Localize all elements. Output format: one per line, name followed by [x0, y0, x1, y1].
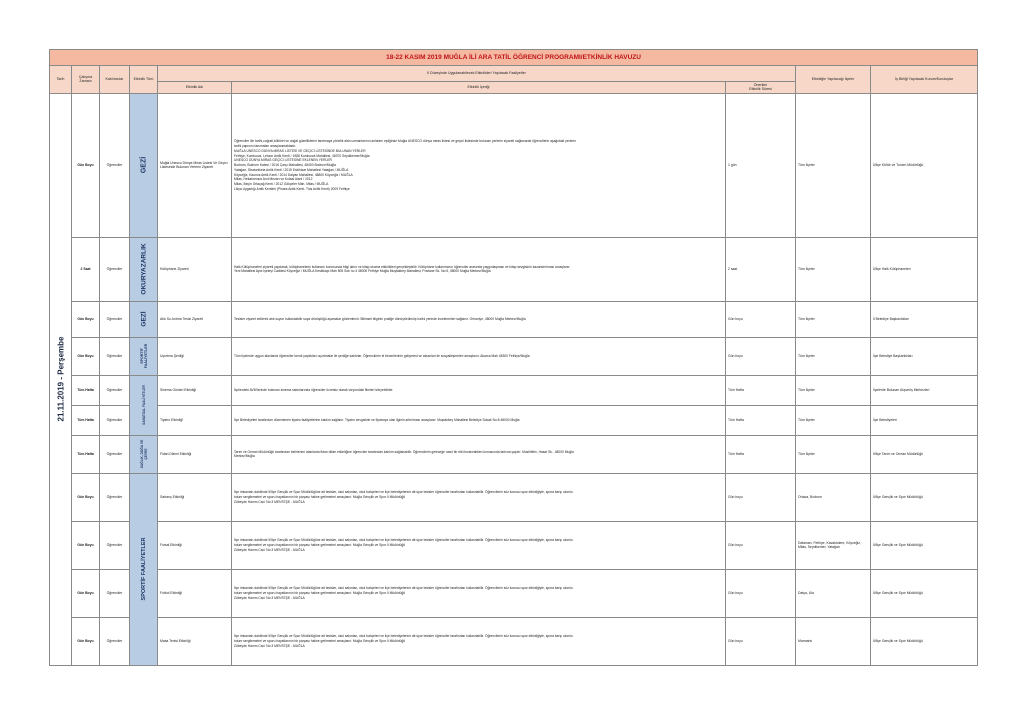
icerik-line: Bodrum, Bodrum Kalesi / 2016 Çarşı Mahallesi, 48400 Bodrum/Muğla [234, 163, 336, 168]
row-katilimci: Öğrenciler [100, 569, 130, 617]
icerik-line: tarihi yapısını tanımaları amaçlanmaktadır. [234, 144, 297, 149]
row-etkinlik-icerigi [232, 617, 726, 665]
table-row [50, 93, 978, 237]
icerik-line: Milas, Hekatomnus Anıt Mezarı ve Kutsal Alanı / 2012 [234, 177, 313, 182]
icerik-line: İlçe imkanları dahilinde İl/İlçe Gençlik ve Spor Müdürlüğüne ait tesisler, okul salonları, okul bahçeleri ve ilçe belediyelerine ait spor tesisler öğrenciler tarafından kullanılabilir. Öğrencilerin söz konusu spor etkinliğiyle, spora karşı olumlu [234, 586, 573, 591]
row-ilceler: Tüm İlçeler [796, 375, 871, 405]
icerik-line: İlçelerdeki AVM'lerinde bulunan sinema salonlarında öğrenciler ücretsiz olarak vizyondaki filmleri izleyebilirler. [234, 388, 394, 393]
header-il-duzeyinde: İl Düzeyinde Uygulanabilecek Etkinlikler/ Yapılacak Faaliyetler [158, 66, 796, 82]
row-etkinlik-icerigi [232, 521, 726, 569]
row-onerilen-sure: 2 saat [726, 237, 796, 301]
icerik-line: Yeni Mahallesi Aydı İşeleşi Caddesi Köyceğiz / MUĞLA Kesikkapı Mah 505 Sok no 4 48000 Fethiye Muğla Muştakbey Mahallesi, Postane Sk. No:5, 48000 Muğla Merkez/Muğla [234, 269, 491, 274]
table-row [50, 473, 978, 521]
row-sorumlu-kurum: İl/İlçe Gençlik ve Spor Müdürlüğü [871, 521, 978, 569]
icerik-line: İlçe imkanları dahilinde İl/İlçe Gençlik ve Spor Müdürlüğüne ait tesisler, okul salonları, okul bahçeleri ve ilçe belediyelerine ait spor tesisler öğrenciler tarafından kullanılabilir. Öğrencilerin söz konusu spor etkinliğiyle, spora karşı olumlu [234, 634, 573, 639]
icerik-line: Zübeyde Hanım Cad. No:3 MENTEŞE - MUĞLA [234, 499, 305, 504]
etkinlik-turu-label: SAĞLIK, DOĞA VE ÇEVRE [139, 440, 148, 469]
row-etkinlik-adi: Futbol Etkinliği [158, 569, 232, 617]
row-zaman: Gün Boyu [72, 301, 100, 337]
etkinlik-turu-cell [130, 301, 158, 337]
row-etkinlik-icerigi [232, 435, 726, 473]
icerik-line: Zübeyde Hanım Cad. No:3 MENTEŞE - MUĞLA [234, 547, 305, 552]
icerik-line: Halk Kütüphaneleri ziyareti yapılarak, kütüphanelerin kullanımı konusunda bilgi alınır ve kitap okuma etkinlikleri gerçekleştirilir. Kütüphane kullanımının öğrenciler arasında yaygınlaşması ve kitap sevgisinin kazandırılması amaçlanır. [234, 264, 571, 269]
table-row [50, 337, 978, 375]
row-etkinlik-adi: Uçurtma Şenliği [158, 337, 232, 375]
row-katilimci: Öğrenciler [100, 521, 130, 569]
row-ilceler: Tüm İlçeler [796, 435, 871, 473]
icerik-line: Tesisler ziyaret edilerek atık suyun kullanılabilir suya dönüştüğü aşamalar gözlemlenir. Bilimsel bilginin pratiğe dönüştürülmüş halini yerinde incelemeleri sağlanır. Orhaniye, 48000 Muğla Merkez/Muğla [234, 317, 526, 322]
row-sorumlu-kurum: İlçe Belediyeleri [871, 405, 978, 435]
row-zaman: Gün Boyu [72, 521, 100, 569]
row-etkinlik-icerigi [232, 237, 726, 301]
header-sorumlular: İş Birliği Yapılacak Kurum/Kuruluşlar [871, 66, 978, 94]
table-row [50, 301, 978, 337]
etkinlik-turu-cell [130, 93, 158, 237]
row-zaman: Tüm Hafta [72, 405, 100, 435]
etkinlik-turu-label: SANATSAL FAALİYETLER [141, 385, 146, 426]
etkinlik-turu-label: SPORTİF FAALİYETLER [140, 537, 147, 601]
row-onerilen-sure: 1 gün [726, 93, 796, 237]
row-sorumlu-kurum: İl/İlçe Gençlik ve Spor Müdürlüğü [871, 617, 978, 665]
row-etkinlik-icerigi [232, 375, 726, 405]
table-row [50, 521, 978, 569]
icerik-line: Merkez/Muğla [234, 454, 255, 459]
row-sorumlu-kurum: İl/İlçe Halk Kütüphaneleri [871, 237, 978, 301]
icerik-line: tutum sergilemeleri ve sporu hayatlarının bir parçası haline getirmeleri amaçlanır. Muğla Gençlik ve Spor İl Müdürlüğü [234, 543, 406, 548]
program-table [49, 49, 978, 666]
table-row [50, 435, 978, 473]
header-calisma-zamani: Çalışma Zamanı [72, 66, 100, 94]
icerik-line: Tüm ilçelerde uygun alanlarda öğrenciler kendi yaptıkları uçurtmalar ile şenliğe katılırlar. Öğrencilerin el becerilerinin gelişmesi ve akranları ile sosyalleşmeleri amaçlanır. Akarca Mah 48300 Fethiye/Muğla [234, 354, 530, 359]
row-sorumlu-kurum: İl/İlçe Gençlik ve Spor Müdürlüğü [871, 569, 978, 617]
row-katilimci: Öğrenciler [100, 405, 130, 435]
row-onerilen-sure: Tüm Hafta [726, 405, 796, 435]
header-onerilen-label: Önerilen [753, 83, 768, 87]
etkinlik-turu-cell [130, 337, 158, 375]
row-ilceler: Marmaris [796, 617, 871, 665]
row-etkinlik-icerigi [232, 473, 726, 521]
icerik-line: Zübeyde Hanım Cad. No:3 MENTEŞE - MUĞLA [234, 643, 305, 648]
header-etkinlik-icerigi: Etkinlik İçeriği [232, 82, 726, 94]
icerik-line: tutum sergilemeleri ve sporu hayatlarının bir parçası haline getirmeleri amaçlanır. Muğla Gençlik ve Spor İl Müdürlüğü [234, 495, 406, 500]
row-ilceler: Tüm İlçeler [796, 301, 871, 337]
icerik-line: MUĞLA UNESCO DÜNYA MİRAS LİSTESİ VE GEÇİCİ LİSTESİNDE BULUNAN YERLER [234, 148, 366, 153]
row-etkinlik-adi: Atık Su Arıtma Tesisi Ziyareti [158, 301, 232, 337]
row-etkinlik-icerigi [232, 569, 726, 617]
row-etkinlik-adi: Tiyatro Etkinliği [158, 405, 232, 435]
row-sorumlu-kurum: İl Belediye Başkanlıkları [871, 301, 978, 337]
row-onerilen-sure: Gün boyu [726, 301, 796, 337]
row-katilimci: Öğrenciler [100, 93, 130, 237]
row-katilimci: Öğrenciler [100, 237, 130, 301]
row-etkinlik-adi: Kütüphane Ziyareti [158, 237, 232, 301]
row-onerilen-sure: Tüm Hafta [726, 375, 796, 405]
etkinlik-turu-label: SPORTİF FAALİYETLER [139, 344, 148, 369]
row-sorumlu-kurum: İlçe Belediye Başkanlıkları [871, 337, 978, 375]
row-sorumlu-kurum: İl/İlçe Kültür ve Turizm Müdürlüğü [871, 93, 978, 237]
icerik-line: Zübeyde Hanım Cad. No:3 MENTEŞE - MUĞLA [234, 595, 305, 600]
header-etkinlik-turu: Etkinlik Türü [130, 66, 158, 94]
row-sorumlu-kurum: İl/İlçe Tarım ve Orman Müdürlüğü [871, 435, 978, 473]
table-row [50, 569, 978, 617]
row-onerilen-sure: Gün boyu [726, 337, 796, 375]
row-etkinlik-adi: Fidan Dikimi Etkinliği [158, 435, 232, 473]
row-sorumlu-kurum: İl/İlçe Gençlik ve Spor Müdürlüğü [871, 473, 978, 521]
row-zaman: Tüm Hafta [72, 375, 100, 405]
row-etkinlik-adi: Masa Tenisi Etkinliği [158, 617, 232, 665]
header-katilimcilar: Katılımcılar [100, 66, 130, 94]
row-ilceler: Ortaca, Bodrum [796, 473, 871, 521]
row-katilimci: Öğrenciler [100, 337, 130, 375]
header-ilceler: Etkinliğin Yapılacağı İlçeler [796, 66, 871, 94]
etkinlik-turu-cell [130, 237, 158, 301]
row-sorumlu-kurum: İlçelerde Bulunan Alışveriş Merkezleri [871, 375, 978, 405]
row-onerilen-sure: Gün boyu [726, 521, 796, 569]
row-zaman: Tüm Hafta [72, 435, 100, 473]
row-ilceler: Dalaman, Fethiye, Kavaklıdere, Köyceğiz, Milas, Seydikemer, Yatağan [796, 521, 871, 569]
icerik-line: tutum sergilemeleri ve sporu hayatlarının bir parçası haline getirmeleri amaçlanır. Muğla Gençlik ve Spor İl Müdürlüğü [234, 591, 406, 596]
row-katilimci: Öğrenciler [100, 435, 130, 473]
page-title: 18-22 KASIM 2019 MUĞLA İLİ ARA TATİL ÖĞRENCİ PROGRAMI/ETKİNLİK HAVUZU [50, 50, 978, 66]
row-onerilen-sure: Tüm Hafta [726, 435, 796, 473]
row-ilceler: Datça, Ula [796, 569, 871, 617]
row-onerilen-sure: Gün boyu [726, 569, 796, 617]
row-zaman: Gün Boyu [72, 569, 100, 617]
icerik-line: İlçe Belediyeleri tarafından düzenlenen tiyatro faaliyetlerine katılım sağlanır. Tiyatro sevgisinin ve fiyatroya olan ilginin artırılması amaçlanır. Muştakbey Mahallesi Belediye Sokak No:8 48000 Muğla [234, 418, 520, 423]
icerik-line: Yatağan, Stratonikeia Antik Kenti / 2015 Eskihisar Mahallesi Yatağan / MUĞLA [234, 167, 349, 172]
row-katilimci: Öğrenciler [100, 617, 130, 665]
table-row [50, 405, 978, 435]
etkinlik-turu-label: GEZİ [140, 311, 147, 328]
icerik-line: Fethiye, Kumluova, Letoon Antik Kenti / 1988 Kumluova Mahallesi, 48370 Seydikemer/Muğla [234, 153, 370, 158]
row-zaman: Gün Boyu [72, 617, 100, 665]
icerik-line: Tarım ve Orman Müdürlüğü tarafından belirlenen alanlarda fidan dikim etkinliğine öğrenciler tarafından katılım sağlanabilir. Öğrencilerin geleceğe nasıl bir etki bırakırabilen konusunda farkına yapılır. Muslihittin, Hasat Sk., 48000 Muğla [234, 449, 574, 454]
row-katilimci: Öğrenciler [100, 473, 130, 521]
row-etkinlik-adi: Sinema Günleri Etkinliği [158, 375, 232, 405]
icerik-line: UNESCO DÜNYA MİRAS GEÇİCİ LİSTESİNE EKLENEN YERLER [234, 158, 332, 163]
icerik-line: Milas, Beçin Ortaçağ Kenti / 2012 Gökçeler Mah. Milas / MUĞLA [234, 182, 329, 187]
header-sure-label: Etkinlik Süresi [749, 87, 772, 92]
row-zaman: Gün Boyu [72, 337, 100, 375]
table-row [50, 237, 978, 301]
header-etkinlik-adi: Etkinlik Adı [158, 82, 232, 94]
row-katilimci: Öğrenciler [100, 301, 130, 337]
row-etkinlik-adi: Satranç Etkinliği [158, 473, 232, 521]
row-etkinlik-adi: Futsal Etkinliği [158, 521, 232, 569]
etkinlik-turu-label: OKURYAZARLIK [140, 243, 147, 296]
row-onerilen-sure: Gün boyu [726, 617, 796, 665]
row-etkinlik-icerigi [232, 301, 726, 337]
header-tarih: Tarih [50, 66, 72, 94]
row-ilceler: Tüm İlçeler [796, 337, 871, 375]
etkinlik-turu-cell [130, 473, 158, 665]
program-sheet [49, 49, 977, 689]
header-onerilen-sure [726, 82, 796, 94]
row-etkinlik-adi: Muğla Unesco Dünya Miras Listesi Ve Geçici Listesinde Bulunan Yerlerin Ziyareti [158, 93, 232, 237]
table-row [50, 375, 978, 405]
etkinlik-turu-label: GEZİ [140, 157, 147, 174]
icerik-line: Likya Uygarlığı Antik Kentleri (Pinara Antik Kenti- Tlos Antik Kenti) 2009 Fethiye [234, 186, 350, 191]
table-row [50, 617, 978, 665]
row-zaman: Gün Boyu [72, 473, 100, 521]
row-onerilen-sure: Gün boyu [726, 473, 796, 521]
date-cell [50, 93, 72, 665]
row-ilceler: Tüm İlçeler [796, 405, 871, 435]
icerik-line: İlçe imkanları dahilinde İl/İlçe Gençlik ve Spor Müdürlüğüne ait tesisler, okul salonları, okul bahçeleri ve ilçe belediyelerine ait spor tesisler öğrenciler tarafından kullanılabilir. Öğrencilerin söz konusu spor etkinliğiyle, spora karşı olumlu [234, 490, 573, 495]
row-etkinlik-icerigi [232, 337, 726, 375]
row-zaman: Gün Boyu [72, 93, 100, 237]
row-etkinlik-icerigi [232, 93, 726, 237]
row-ilceler: Tüm İlçeler [796, 93, 871, 237]
etkinlik-turu-cell [130, 375, 158, 435]
row-ilceler: Tüm İlçeler [796, 237, 871, 301]
icerik-line: tutum sergilemeleri ve sporu hayatlarının bir parçası haline getirmeleri amaçlanır. Muğla Gençlik ve Spor İl Müdürlüğü [234, 639, 406, 644]
row-zaman: 2 Saat [72, 237, 100, 301]
row-etkinlik-icerigi [232, 405, 726, 435]
icerik-line: Öğrenciler ilin tarihi,coğrafi,kültürel ve doğal güzelliklerini tanıtmaya yönelik alan uzmanlarının anlatımı eşliğinde Muğla UNESCO dünya miras listesi ve geçici listesinde bulunan yerlerin ziyareti sağlanarak öğrencilerin aşağıdaki yerlerin [234, 139, 576, 144]
icerik-line: İlçe imkanları dahilinde İl/İlçe Gençlik ve Spor Müdürlüğüne ait tesisler, okul salonları, okul bahçeleri ve ilçe belediyelerine ait spor tesisler öğrenciler tarafından kullanılabilir. Öğrencilerin söz konusu spor etkinliğiyle, spora karşı olumlu [234, 538, 573, 543]
icerik-line: Köyceğiz, Kaunos Antik Kenti / 2014 Dalyan Mahallesi, 48800 Köyceğiz / MUĞLA [234, 172, 353, 177]
etkinlik-turu-cell [130, 435, 158, 473]
row-katilimci: Öğrenciler [100, 375, 130, 405]
date-label: 21.11.2019 - Perşembe [56, 336, 65, 422]
